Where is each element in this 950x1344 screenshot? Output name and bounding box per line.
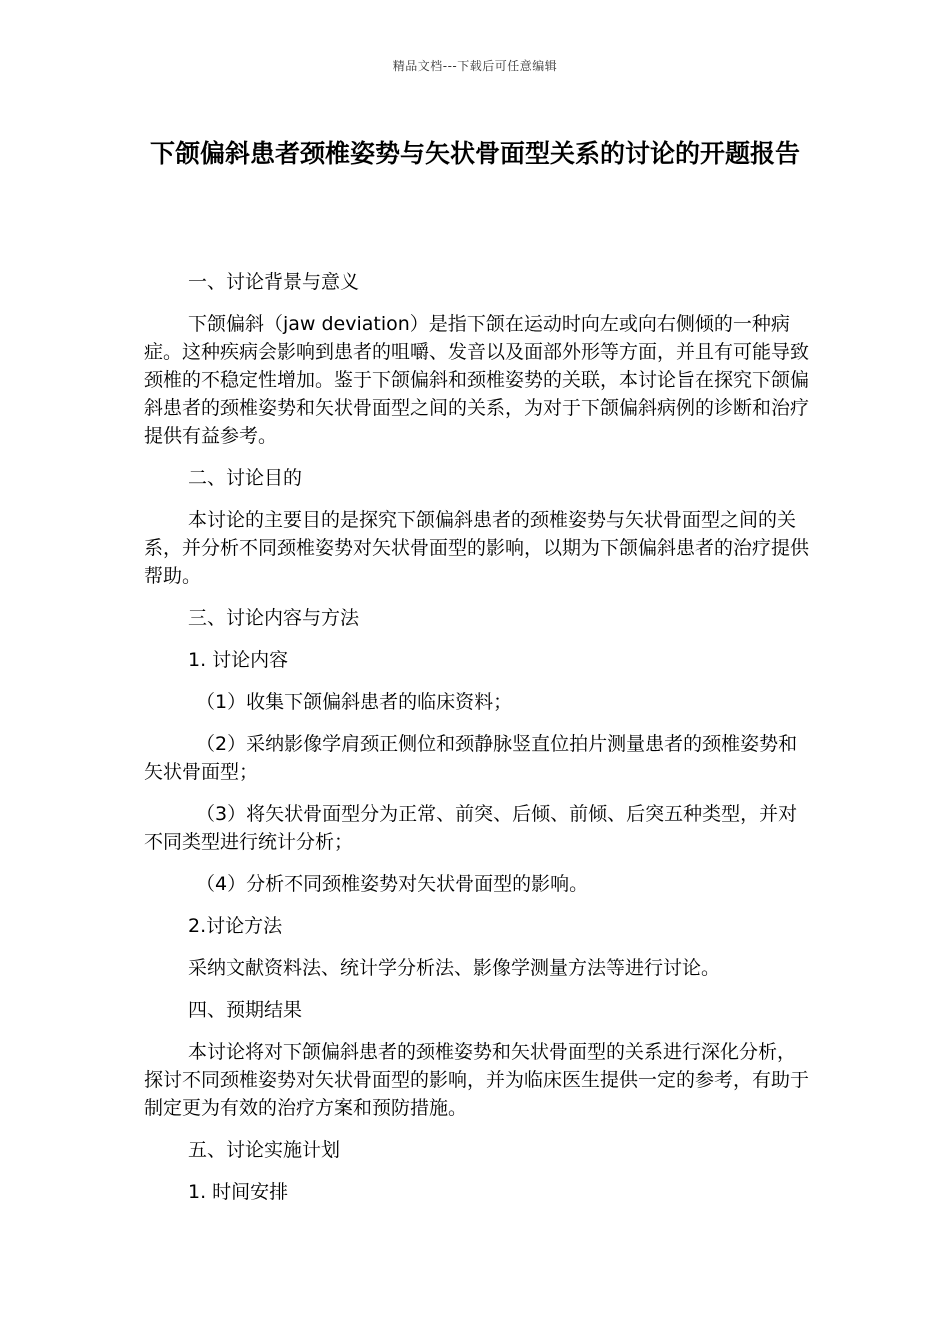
subheading-method: 2.讨论方法 <box>188 915 283 937</box>
document-body <box>144 268 809 1220</box>
paragraph-background: 下颌偏斜（jaw deviation）是指下颌在运动时向左或向右侧倾的一种病症。这种疾病会影响到患者的咀嚼、发音以及面部外形等方面，并且有可能导致颈椎的不稳定性增加。鉴于下颌偏斜和颈椎姿势的关联，本讨论旨在探究下颌偏斜患者的颈椎姿势和矢状骨面型之间的关系，为对于下颌偏斜病例的诊断和治疗提供有益参考。 <box>144 313 810 447</box>
paragraph-method: 采纳文献资料法、统计学分析法、影像学测量方法等进行讨论。 <box>188 957 721 979</box>
list-item: （1）收集下颌偏斜患者的临床资料； <box>196 691 513 713</box>
list-item: （3）将矢状骨面型分为正常、前突、后倾、前倾、后突五种类型，并对不同类型进行统计分析； <box>144 803 798 853</box>
section-heading-implementation: 五、讨论实施计划 <box>188 1139 341 1161</box>
list-item: （4）分析不同颈椎姿势对矢状骨面型的影响。 <box>196 873 589 895</box>
list-item: （2）采纳影像学肩颈正侧位和颈静脉竖直位拍片测量患者的颈椎姿势和矢状骨面型； <box>144 733 798 783</box>
section-heading-background: 一、讨论背景与意义 <box>188 271 360 293</box>
subheading-content: 1. 讨论内容 <box>188 649 289 671</box>
paragraph-purpose: 本讨论的主要目的是探究下颌偏斜患者的颈椎姿势与矢状骨面型之间的关系，并分析不同颈椎姿势对矢状骨面型的影响，以期为下颌偏斜患者的治疗提供帮助。 <box>144 509 810 587</box>
section-heading-content-method: 三、讨论内容与方法 <box>188 607 360 629</box>
section-heading-expected-results: 四、预期结果 <box>188 999 303 1021</box>
subheading-schedule: 1. 时间安排 <box>188 1181 289 1203</box>
section-heading-purpose: 二、讨论目的 <box>188 467 303 489</box>
document-title: 下颌偏斜患者颈椎姿势与矢状骨面型关系的讨论的开题报告 <box>149 139 800 168</box>
paragraph-expected-results: 本讨论将对下颌偏斜患者的颈椎姿势和矢状骨面型的关系进行深化分析，探讨不同颈椎姿势对矢状骨面型的影响，并为临床医生提供一定的参考，有助于制定更为有效的治疗方案和预防措施。 <box>144 1041 810 1119</box>
page-header-note: 精品文档---下载后可任意编辑 <box>392 59 558 73</box>
